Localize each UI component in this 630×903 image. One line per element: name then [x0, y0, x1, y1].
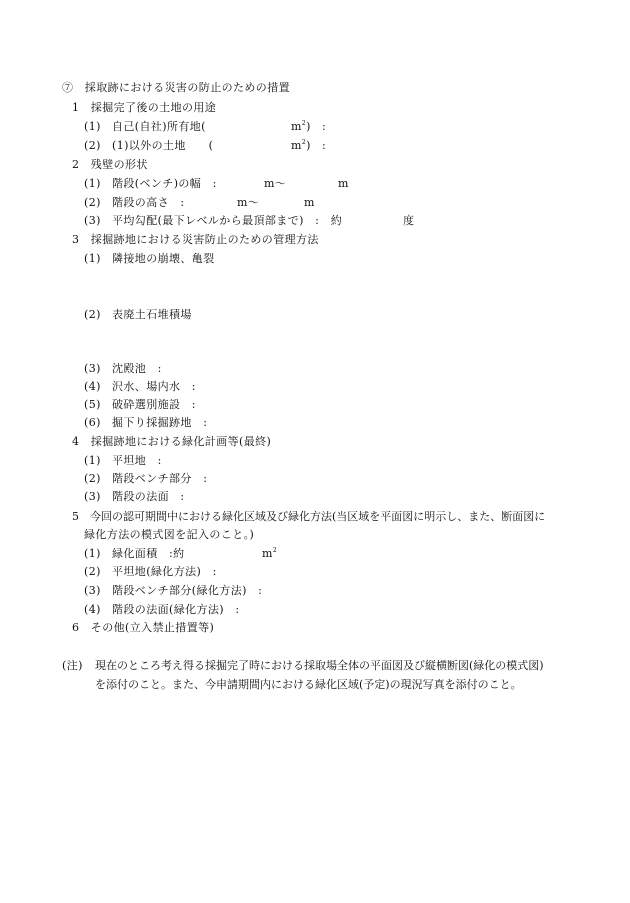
item-3-2-number: (2): [84, 308, 101, 321]
item-3-3-number: (3): [84, 362, 101, 375]
heading-2: 2 残壁の形状: [72, 158, 148, 171]
item-1-2-unit: $m^2$): [291, 139, 311, 152]
item-1-1-label: 自己(自社)所有地(: [112, 120, 206, 133]
item-2-2-unit-from: m〜: [237, 196, 260, 209]
section-title: ⑦ 採取跡における災害の防止のための措置: [62, 81, 290, 94]
item-5-4-label: 階段の法面(緑化方法) :: [112, 603, 240, 616]
heading-6: 6 その他(立入禁止措置等): [72, 621, 215, 634]
item-5-4-number: (4): [84, 603, 101, 616]
item-2-2-label: 階段の高さ :: [112, 196, 185, 209]
item-2-3-unit: 度: [403, 214, 415, 227]
item-2-1-label: 階段(ベンチ)の幅 :: [112, 177, 217, 190]
item-3-1-label: 隣接地の崩壊、亀裂: [112, 252, 215, 265]
item-3-2-label: 表廃土石堆積場: [112, 308, 192, 321]
item-5-1-number: (1): [84, 547, 101, 560]
item-3-6-number: (6): [84, 416, 101, 429]
item-3-5-number: (5): [84, 398, 101, 411]
item-4-2-label: 階段ベンチ部分 :: [112, 472, 208, 485]
item-2-2-number: (2): [84, 196, 101, 209]
note-line-2: を添付のこと。また、今申請期間内における緑化区域(予定)の現況写真を添付のこと。: [95, 678, 522, 691]
item-4-3-label: 階段の法面 :: [112, 490, 185, 503]
item-1-1-unit: $m^2$): [291, 120, 311, 133]
item-3-3-label: 沈殿池 :: [112, 362, 162, 375]
item-5-1-label: 緑化面積 :約: [112, 547, 185, 560]
item-3-6-label: 掘下り採掘跡地 :: [112, 416, 208, 429]
heading-4: 4 採掘跡地における緑化計画等(最終): [72, 435, 272, 448]
item-4-3-number: (3): [84, 490, 101, 503]
item-1-1-colon: :: [322, 120, 327, 133]
item-4-2-number: (2): [84, 472, 101, 485]
item-5-3-label: 階段ベンチ部分(緑化方法) :: [112, 584, 263, 597]
heading-5-continuation: 緑化方法の模式図を記入のこと。): [84, 528, 255, 541]
item-5-2-label: 平坦地(緑化方法) :: [112, 565, 217, 578]
item-2-1-unit-from: m〜: [264, 177, 287, 190]
item-1-2-number: (2): [84, 139, 101, 152]
item-3-4-number: (4): [84, 380, 101, 393]
item-4-1-label: 平坦地 :: [112, 454, 162, 467]
item-2-1-number: (1): [84, 177, 101, 190]
item-2-3-label: 平均勾配(最下レベルから最頂部まで) : 約: [112, 214, 343, 227]
item-1-2-colon: :: [322, 139, 327, 152]
item-1-1-number: (1): [84, 120, 101, 133]
note-mark: (注): [62, 659, 83, 672]
item-5-3-number: (3): [84, 584, 101, 597]
item-4-1-number: (1): [84, 454, 101, 467]
heading-5: 5 今回の認可期間中における緑化区域及び緑化方法(当区域を平面図に明示し、また、断面図に: [72, 510, 546, 523]
item-5-1-unit: $m^2$: [262, 547, 278, 560]
note-line-1: 現在のところ考え得る採掘完了時における採取場全体の平面図及び縦横断図(緑化の模式図): [95, 659, 544, 672]
item-2-2-unit-to: m: [304, 196, 315, 209]
heading-1: 1 採掘完了後の土地の用途: [72, 101, 217, 114]
heading-3: 3 採掘跡地における災害防止のための管理方法: [72, 233, 319, 246]
item-1-2-label: (1)以外の土地 (: [112, 139, 214, 152]
item-3-5-label: 破砕選別施設 :: [112, 398, 196, 411]
item-3-4-label: 沢水、場内水 :: [112, 380, 196, 393]
item-2-3-number: (3): [84, 214, 101, 227]
item-2-1-unit-to: m: [338, 177, 349, 190]
item-3-1-number: (1): [84, 252, 101, 265]
item-5-2-number: (2): [84, 565, 101, 578]
